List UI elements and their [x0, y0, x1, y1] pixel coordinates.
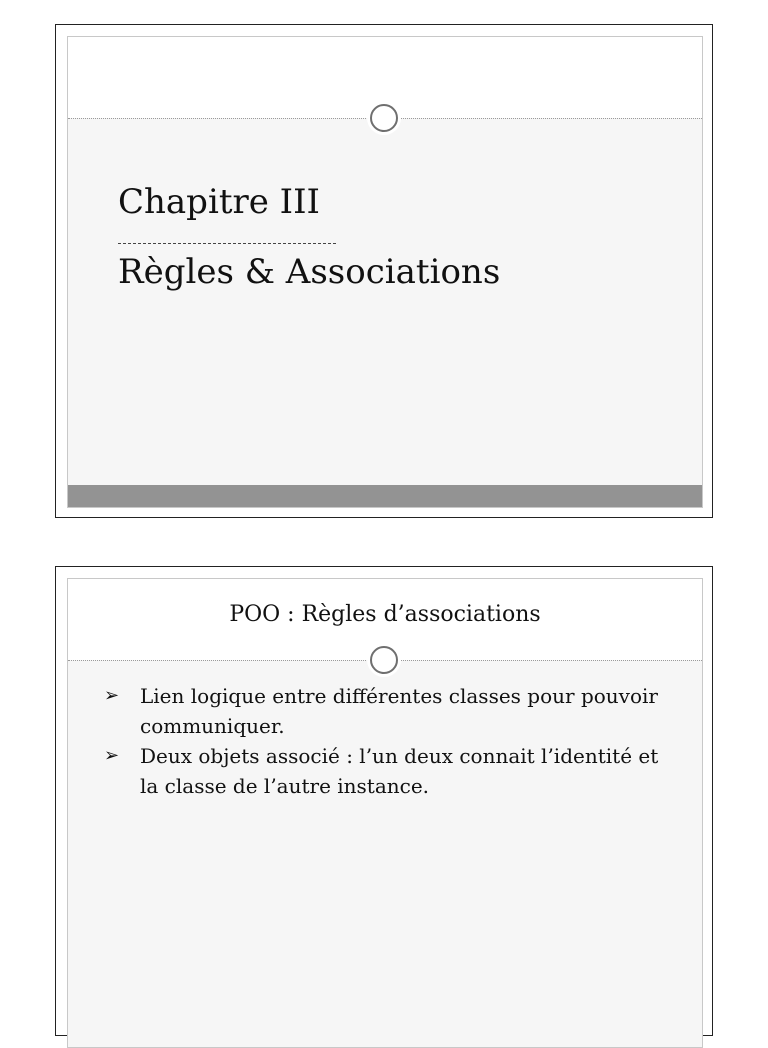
bullet-text: Lien logique entre différentes classes pour pouvoir communiquer. [140, 684, 658, 738]
bullet-list [102, 681, 672, 801]
ring-ornament-icon [370, 104, 398, 132]
list-item [102, 681, 672, 741]
bullet-text: Deux objets associé : l’un deux connait l’identité et la classe de l’autre instance. [140, 744, 659, 798]
list-item [102, 741, 672, 801]
slide-title: POO : Règles d’associations [229, 602, 541, 627]
title-separator [118, 243, 336, 244]
slide-footer-bar [68, 485, 702, 507]
ring-ornament-icon [370, 646, 398, 674]
slide-1-content [67, 36, 703, 508]
chapter-title: Chapitre III [118, 182, 320, 222]
arrowhead-bullet-icon: ➢ [104, 745, 120, 766]
slide-1 [55, 24, 713, 518]
chapter-subtitle: Règles & Associations [118, 252, 501, 292]
slide-2-content [67, 578, 703, 1048]
slide-2 [55, 566, 713, 1036]
arrowhead-bullet-icon: ➢ [104, 685, 120, 706]
